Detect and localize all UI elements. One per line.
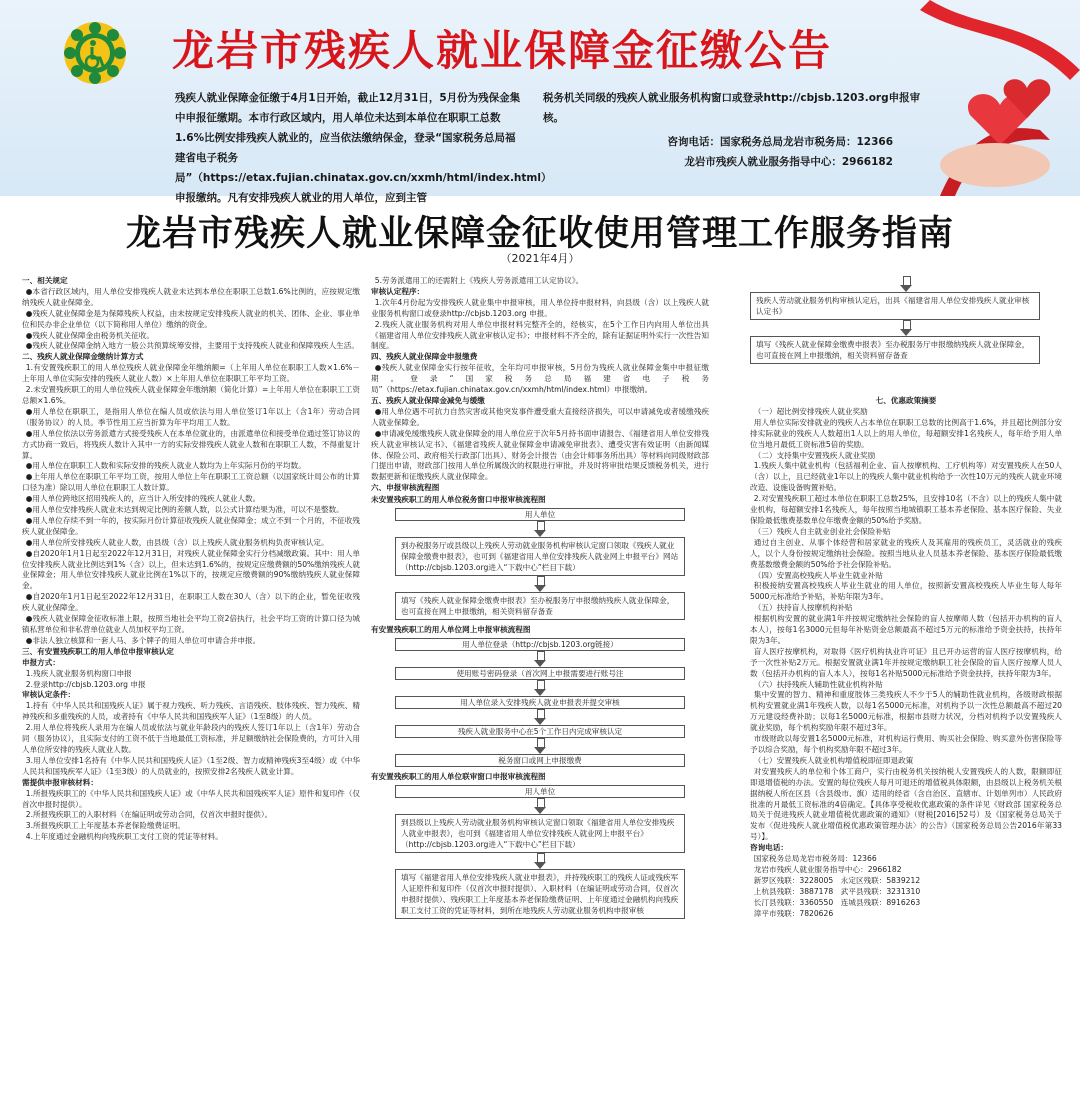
- middle-text: [371, 276, 709, 494]
- page-subtitle: （2021年4月）: [500, 252, 580, 265]
- column-right: [750, 276, 1062, 1106]
- paragraph: 2.用人单位将残疾人录用为在编人员或依法与就业年龄段内的残疾人签订1年以上（含1年）劳动合同（服务协议），且实际支付的工资不低于当地最低工资标准，并足额缴纳社会保险费的，方可计入用人单位所安排的残疾人就业人数。: [22, 723, 360, 754]
- flow3-step-4: 残疾人劳动就业服务机构审核认定后，出具《福建省用人单位安排残疾人就业审核认定书》: [750, 292, 1040, 320]
- paragraph: 盲人医疗按摩机构，对取得《医疗机构执业许可证》且已开办运营的盲人医疗按摩机构，给予一次性补贴2万元。根据安置就业满1年并按规定缴纳职工社会保险的盲人医疗按摩人员人数（包括开办机构的盲人本人），按每1名补贴5000元标准给予资金扶持，扶持年限为3年。: [750, 646, 1062, 678]
- paragraph: 1.持有《中华人民共和国残疾人证》属于视力残疾、听力残疾、言语残疾、肢体残疾、智力残疾、精神残疾和多重残疾的人员，或者持有《中华人民共和国残疾军人证》（1至8级）的人员。: [22, 701, 360, 722]
- paragraph: 2.对安置残疾职工超过本单位在职职工总数25%，且安排10名（不含）以上的残疾人集中就业机构，每超额安排1名残疾人，每年按照当地城镇职工基本养老保险、基本医疗保险、失业保险最低缴费基数单位年缴费金额的50%给予奖励。: [750, 494, 1062, 525]
- flow2-step-1: 用人单位登录（http://cbjsb.1203.org链接）: [395, 638, 685, 651]
- section-heading: 审核认定条件：: [22, 690, 76, 700]
- flow3-step-5: 填写《残疾人就业保障金缴费申报表》至办税服务厅申报缴纳残疾人就业保障金，也可直接在网上申报缴纳，相关资料留存备查: [750, 336, 1040, 364]
- paragraph: 2.未安置残疾职工的用人单位残疾人就业保障金年缴纳额（简化计算）=上年用人单位在职职工工资总额×1.6%。: [22, 385, 360, 405]
- paragraph: 龙岩市残疾人就业服务指导中心：2966182: [753, 864, 902, 874]
- flow1-step-1: 用人单位: [395, 508, 685, 521]
- paragraph: ●用人单位安排残疾人就业未达到规定比例的差额人数，以公式计算结果为准，可以不是整数。: [25, 505, 344, 515]
- notice-right-body: 税务机关同级的残疾人就业服务机构窗口或登录http://cbjsb.1203.org申报审核。: [543, 92, 921, 124]
- paragraph: （七）安置残疾人就业机构增值税即征即退政策: [753, 755, 914, 765]
- paragraph: （二）支持集中安置残疾人就业奖励: [753, 450, 876, 460]
- column-middle: [371, 276, 709, 1106]
- section-heading: 二、残疾人就业保障金缴纳计算方式: [22, 352, 144, 362]
- paragraph: ●残疾人就业保障金征收标准上限，按照当地社会平均工资2倍执行，社会平均工资的计算口径为城镇私营单位和非私营单位就业人员加权平均工资。: [22, 614, 360, 634]
- down-arrow-icon: [534, 853, 546, 869]
- flow3-step-3: 填写《福建省用人单位安排残疾人就业申报表》，并持残疾职工的残疾人证或残疾军人证原件和复印件（仅首次申报时提供）、入职材料（在编证明或劳动合同，仅首次申报时提供）、残疾职工上年度基本养老保险缴费证明、上年度通过金融机构向残疾职工支付工资的凭证等材料，到所在地残疾人劳动就业服务机构申报审核: [395, 869, 685, 919]
- down-arrow-icon: [534, 680, 546, 696]
- down-arrow-icon: [534, 709, 546, 725]
- flow2-step-5: 税务窗口或网上申报缴费: [395, 754, 685, 767]
- down-arrow-icon: [900, 276, 912, 292]
- paragraph: 上杭县残联：3887178 武平县残联：3231310: [753, 886, 921, 896]
- paragraph: 3.所报残疾职工上年度基本养老保险缴费证明。: [25, 821, 185, 831]
- flow2-step-2: 使用账号密码登录（首次网上申报需要进行账号注: [395, 667, 685, 680]
- paragraph: 新罗区残联：3228005 永定区残联：5839212: [753, 875, 921, 885]
- section-heading: 一、相关规定: [22, 276, 68, 285]
- section-heading: 七、优惠政策摘要: [875, 396, 937, 405]
- paragraph: 市级财政以每安置1名5000元标准，对机构运行费用、购买社会保险、购买意外伤害保险等予以综合奖励，每个机构奖励年限不超过3年。: [750, 734, 1062, 754]
- paragraph: ●残疾人就业保障金实行按年征收，全年均可申报审核，5月份为残疾人就业保障金集中申报征缴期。登录“国家税务总局福建省电子税务局”（https://etax.fujian.chinatax.gov.cn/xxmh/html/index.html）申报缴纳。: [371, 363, 709, 395]
- paragraph: （一）超比例安排残疾人就业奖励: [753, 406, 868, 416]
- paragraph: 1.残疾人集中就业机构（包括福利企业、盲人按摩机构、工疗机构等）对安置残疾人在50人（含）以上，且已经就业1年以上的残疾人集中就业机构给予一次性10万元的残疾人就业环境改造、设施设备购置补贴。: [750, 461, 1062, 493]
- section-heading: 申报方式：: [22, 657, 60, 667]
- paragraph: 漳平市残联：7820626: [753, 908, 834, 918]
- flow2-step-4: 残疾人就业服务中心在5个工作日内完成审核认定: [395, 725, 685, 738]
- paragraph: ●用人单位遇不可抗力自然灾害或其他突发事件遭受重大直接经济损失，可以申请减免或者缓缴残疾人就业保障金。: [371, 406, 709, 427]
- notice-text-right: [543, 88, 923, 172]
- header-banner: [0, 0, 1080, 204]
- down-arrow-icon: [534, 576, 546, 592]
- paragraph: ●用人单位在职职工人数和实际安排的残疾人就业人数均为上年实际月份的平均数。: [25, 461, 306, 471]
- section-heading: 审核认定程序：: [371, 286, 425, 296]
- down-arrow-icon: [534, 521, 546, 537]
- banner-contact-tax: 咨询电话：国家税务总局龙岩市税务局：12366: [667, 136, 893, 148]
- flow2-title: 有安置残疾职工的用人单位网上申报审核流程图: [371, 625, 531, 635]
- flow1-step-2: 到办税服务厅或县级以上残疾人劳动就业服务机构审核认定窗口领取《残疾人就业保障金缴费申报表》，也可到《福建省用人单位安排残疾人就业网上申报平台》网站（http://cbjsb.1203.org进入“下载中心”栏目下载）: [395, 537, 685, 576]
- paragraph: ●残疾人就业保障金是为保障残疾人权益，由未按规定安排残疾人就业的机关、团体、企业、事业单位和民办非企业单位（以下简称用人单位）缴纳的资金。: [22, 308, 360, 329]
- paragraph: 集中安置的智力、精神和重度肢体三类残疾人不少于5人的辅助性就业机构，各级财政根据机构安置就业满1年残疾人数，以每1名5000元标准，对机构予以一次性总额最高不超过20万元建设经费补助；以每1名5000元标准，根据市县财力状况，分档对机构予以安置残疾人就业奖励，每个机构奖励年限不超过3年。: [750, 690, 1062, 733]
- paragraph: ●自2020年1月1日起至2022年12月31日，在职职工人数在30人（含）以下的企业，暂免征收残疾人就业保障金。: [22, 592, 360, 613]
- paragraph: 3.用人单位安排1名持有《中华人民共和国残疾人证》（1至2级、智力或精神残疾3至4级）或《中华人民共和国残疾军人证》（1至3级）的人员就业的，按照安排2名残疾人就业计算。: [22, 755, 360, 776]
- paragraph: 长汀县残联：3360550 连城县残联：8916263: [753, 897, 921, 907]
- paragraph: 积极接纳安置高校残疾人毕业生就业的用人单位，按照新安置高校残疾人毕业生每人每年5000元标准给予补贴，补贴年限为3年。: [750, 581, 1062, 602]
- paragraph: 2.登录http://cbjsb.1203.org 申报: [25, 679, 146, 689]
- flow3-step-2: 到县级以上残疾人劳动就业服务机构审核认定窗口领取《福建省用人单位安排残疾人就业申报表》，也可到《福建省用人单位安排残疾人就业网上申报平台》（http://cbjsb.1203.org进入“下载中心”栏目下载）: [395, 814, 685, 853]
- paragraph: （六）扶持残疾人辅助性就业机构补贴: [753, 679, 883, 689]
- paragraph: ●用人单位依法以劳务派遣方式接受残疾人在本单位就业的，由派遣单位和接受单位通过签订协议的方式协商一致后，将残疾人数计入其中一方的实际安排残疾人就业人数和在职职工人数，不得重复计算。: [22, 428, 360, 460]
- paragraph: ●本省行政区域内，用人单位安排残疾人就业未达到本单位在职职工总数1.6%比例的，应按规定缴纳残疾人就业保障金。: [22, 286, 360, 307]
- section-heading: 咨询电话：: [750, 843, 788, 853]
- flow2-step-3: 用人单位录入安排残疾人就业申报表并提交审核: [395, 696, 685, 709]
- paragraph: 对安置残疾人的单位和个体工商户，实行由税务机关按纳税人安置残疾人的人数，限额即征即退增值税的办法。安置的每位残疾人每月可退还的增值税具体限额，由县级以上税务机关根据纳税人所在区县（含县级市、旗）适用的经省（含自治区、直辖市、计划单列市）人民政府批准的月最低工资标准的4倍确定。【具体享受税收优惠政策的条件详见《财政部 国家税务总局关于促进残疾人就业增值税优惠政策的通知》（财税[2016]52号）及《国家税务总局关于发布〈促进残疾人就业增值税优惠政策管理办法〉的公告》（国家税务总局公告2016年第33号）】。: [750, 766, 1062, 842]
- paragraph: 通过自主创业、从事个体经营和居家就业的残疾人及其雇用的残疾员工，灵活就业的残疾人，以个人身份按规定缴纳社会保险。按照当地从业人员基本养老保险、基本医疗保险最低缴费基数缴费金额的50%给予社会保险补贴。: [750, 537, 1062, 569]
- banner-title: 龙岩市残疾人就业保障金征缴公告: [172, 26, 833, 75]
- section-heading: 需提供申报审核材料：: [22, 777, 98, 787]
- section-heading: 六、申报审核流程图: [371, 483, 440, 493]
- paragraph: ●自2020年1月1日起至2022年12月31日，对残疾人就业保障金实行分档减缴政策。其中：用人单位安排残疾人就业比例达到1%（含）以上，但未达到1.6%的，按规定应缴费额的50%缴纳残疾人就业保障金；用人单位安排残疾人就业比例在1%以下的，按规定应缴费额的90%缴纳残疾人就业保障金。: [22, 548, 360, 591]
- paragraph: ●用人单位在职职工，是指用人单位在编人员或依法与用人单位签订1年以上（含1年）劳动合同（服务协议）的人员。季节性用工应当折算为年平均用工人数。: [22, 406, 360, 427]
- paragraph: 4.上年度通过金融机构向残疾职工支付工资的凭证等材料。: [25, 832, 223, 842]
- down-arrow-icon: [534, 738, 546, 754]
- red-ribbon-hearts-icon: [900, 0, 1080, 196]
- paragraph: ●残疾人就业保障金由税务机关征收。: [25, 330, 154, 340]
- flow3-title: 有安置残疾职工的用人单位联审窗口申报审核流程图: [371, 771, 546, 781]
- notice-text-left: 残疾人就业保障金征缴于4月1日开始，截止12月31日，5月份为残保金集中申报征缴期。本市行政区域内，用人单位未达到本单位在职职工总数1.6%比例安排残疾人就业的，应当依法缴纳保金，登录“国家税务总局福建省电子税务局”（https://etax.fujian.chinatax.gov.cn/xxmh/html/index.html）申报缴纳。凡有安排残疾人就业的用人单位，应到主管: [175, 92, 552, 204]
- flow1-step-3: 填写《残疾人就业保障金缴费申报表》至办税服务厅申报缴纳残疾人就业保障金，也可直接在网上申报缴纳，相关资料留存备查: [395, 592, 685, 620]
- section-heading: 三、有安置残疾职工的用人单位申报审核认定: [22, 646, 174, 656]
- paragraph: 1.有安置残疾职工的用人单位残疾人就业保障金年缴纳额=（上年用人单位在职职工人数×1.6%－上年用人单位实际安排的残疾人就业人数）×上年用人单位在职职工年平均工资。: [22, 363, 360, 384]
- paragraph: 1.所报残疾职工的《中华人民共和国残疾人证》或《中华人民共和国残疾军人证》原件和复印件（仅首次申报时提供）。: [22, 788, 360, 809]
- disabled-federation-logo-icon: [62, 20, 128, 86]
- paragraph: ●用人单位存续不到一年的，按实际月份计算征收残疾人就业保障金；成立不到一个月的，不征收残疾人就业保障金。: [22, 515, 360, 536]
- flow3-step-1: 用人单位: [395, 785, 685, 798]
- paragraph: （三）残疾人自主就业创业社会保险补贴: [753, 526, 891, 536]
- paragraph: 根据机构安置的就业满1年并按规定缴纳社会保险的盲人按摩师人数（包括开办机构的盲人本人），按每1名3000元但每年补贴资金总额最高不超过5万元的标准给予资金扶持，扶持年限为3年。: [750, 614, 1062, 645]
- paragraph: 1.残疾人就业服务机构窗口申报: [25, 668, 132, 678]
- paragraph: ●用人单位跨地区招用残疾人的，应当计入所安排的残疾人就业人数。: [25, 494, 261, 504]
- paragraph: 5.劳务派遣用工的还需附上《残疾人劳务派遣用工认定协议》。: [374, 276, 584, 285]
- paragraph: 1.次年4月份起为安排残疾人就业集中申报审核，用人单位持申报材料，向县级（含）以上残疾人就业服务机构窗口或登录http://cbjsb.1203.org 申报。: [371, 297, 709, 318]
- down-arrow-icon: [900, 320, 912, 336]
- section-heading: 四、残疾人就业保障金申报缴费: [371, 352, 478, 362]
- flow3-continued: [750, 276, 1062, 364]
- flow1-title: 未安置残疾职工的用人单位税务窗口申报审核流程图: [371, 495, 546, 505]
- policy-summary: [750, 396, 1062, 920]
- paragraph: ●用人单位所安排残疾人就业人数，由县级（含）以上残疾人就业服务机构负责审核认定。: [25, 537, 329, 547]
- section-heading: 五、残疾人就业保障金减免与缓缴: [371, 395, 485, 405]
- paragraph: （四）安置高校残疾人毕业生就业补贴: [753, 570, 883, 580]
- paragraph: （五）扶持盲人按摩机构补贴: [753, 603, 853, 613]
- column-left: [22, 276, 360, 1106]
- down-arrow-icon: [534, 798, 546, 814]
- paragraph: 2.所报残疾职工的入职材料（在编证明或劳动合同，仅首次申报时提供）。: [25, 810, 273, 820]
- page-title: 龙岩市残疾人就业保障金征收使用管理工作服务指南: [125, 214, 954, 254]
- paragraph: 用人单位实际安排就业的残疾人占本单位在职职工总数的比例高于1.6%，并且超比例部分安排实际就业的残疾人人数超出1人以上的用人单位，每超额安排1名残疾人，每年给予用人单位当地月最低工资标准5倍的奖励。: [750, 417, 1062, 449]
- paragraph: ●残疾人就业保障金纳入地方一般公共预算统筹安排，主要用于支持残疾人就业和保障残疾人生活。: [25, 341, 359, 351]
- paragraph: 国家税务总局龙岩市税务局：12366: [753, 854, 877, 864]
- paragraph: ●上年用人单位在职职工年平均工资，按用人单位上年在职职工工资总额（以国家统计局公布的计算口径为准）除以用人单位在职职工人数计算。: [22, 472, 360, 493]
- paragraph: 2.残疾人就业服务机构对用人单位申报材料完整齐全的，经核实，在5个工作日内向用人单位出具《福建省用人单位安排残疾人就业审核认定书》；申报材料不齐全的，除有证据证明外实行一次性告知制度。: [371, 319, 709, 351]
- paragraph: ●申请减免缓缴残疾人就业保障金的用人单位应于次年5月持书面申请报告、《福建省用人单位安排残疾人就业审核认定书》、《福建省残疾人就业保障金申请减免审批表》、遭受灾害有效证明（由新闻媒体、保险公司、政府相关行政部门出具）、财务会计报告（由会计师事务所出具）等材料向同级财政部门提出申请，财政部门按用人单位所属级次的权限进行审批，并及时将审批结果反馈税务机关，进行数据更新和征缴残疾人就业保障金。: [371, 428, 709, 482]
- paragraph: ●非法人独立核算和一套人马、多个牌子的用人单位可申请合并申报。: [25, 635, 261, 645]
- banner-contact-center: 龙岩市残疾人就业服务指导中心：2966182: [684, 156, 893, 168]
- down-arrow-icon: [534, 651, 546, 667]
